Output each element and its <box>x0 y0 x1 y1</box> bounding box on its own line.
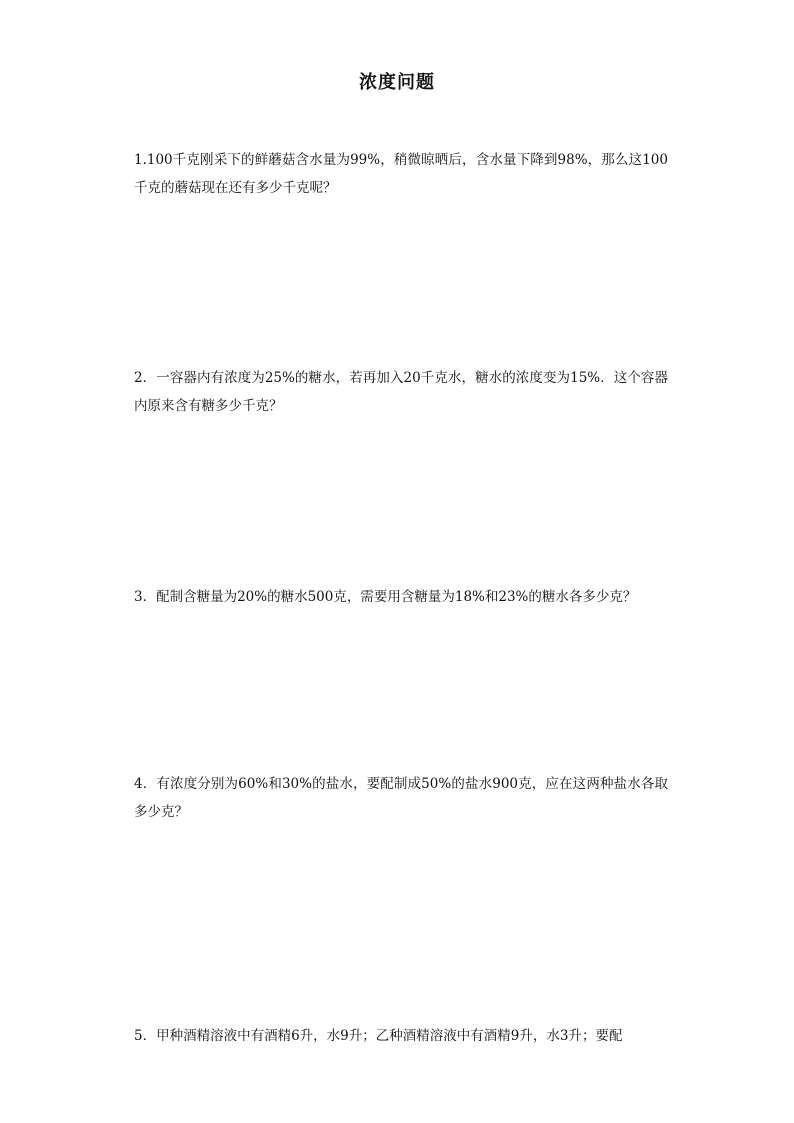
question-3: 3．配制含糖量为20%的糖水500克，需要用含糖量为18%和23%的糖水各多少克？ <box>134 589 637 605</box>
question-4: 4．有浓度分别为60%和30%的盐水，要配制成50%的盐水900克，应在这两种盐水各取多少克？ <box>134 776 668 820</box>
page-title: 浓度问题 <box>359 72 435 93</box>
question-1: 1.100千克刚采下的鲜蘑菇含水量为99%，稍微晾晒后，含水量下降到98%，那么这100千克的蘑菇现在还有多少千克呢？ <box>134 152 668 196</box>
question-2: 2．一容器内有浓度为25%的糖水，若再加入20千克水，糖水的浓度变为15%．这个容器内原来含有糖多少千克？ <box>134 370 668 414</box>
question-5: 5．甲种酒精溶液中有酒精6升，水9升；乙种酒精溶液中有酒精9升，水3升；要配 <box>134 1028 623 1044</box>
